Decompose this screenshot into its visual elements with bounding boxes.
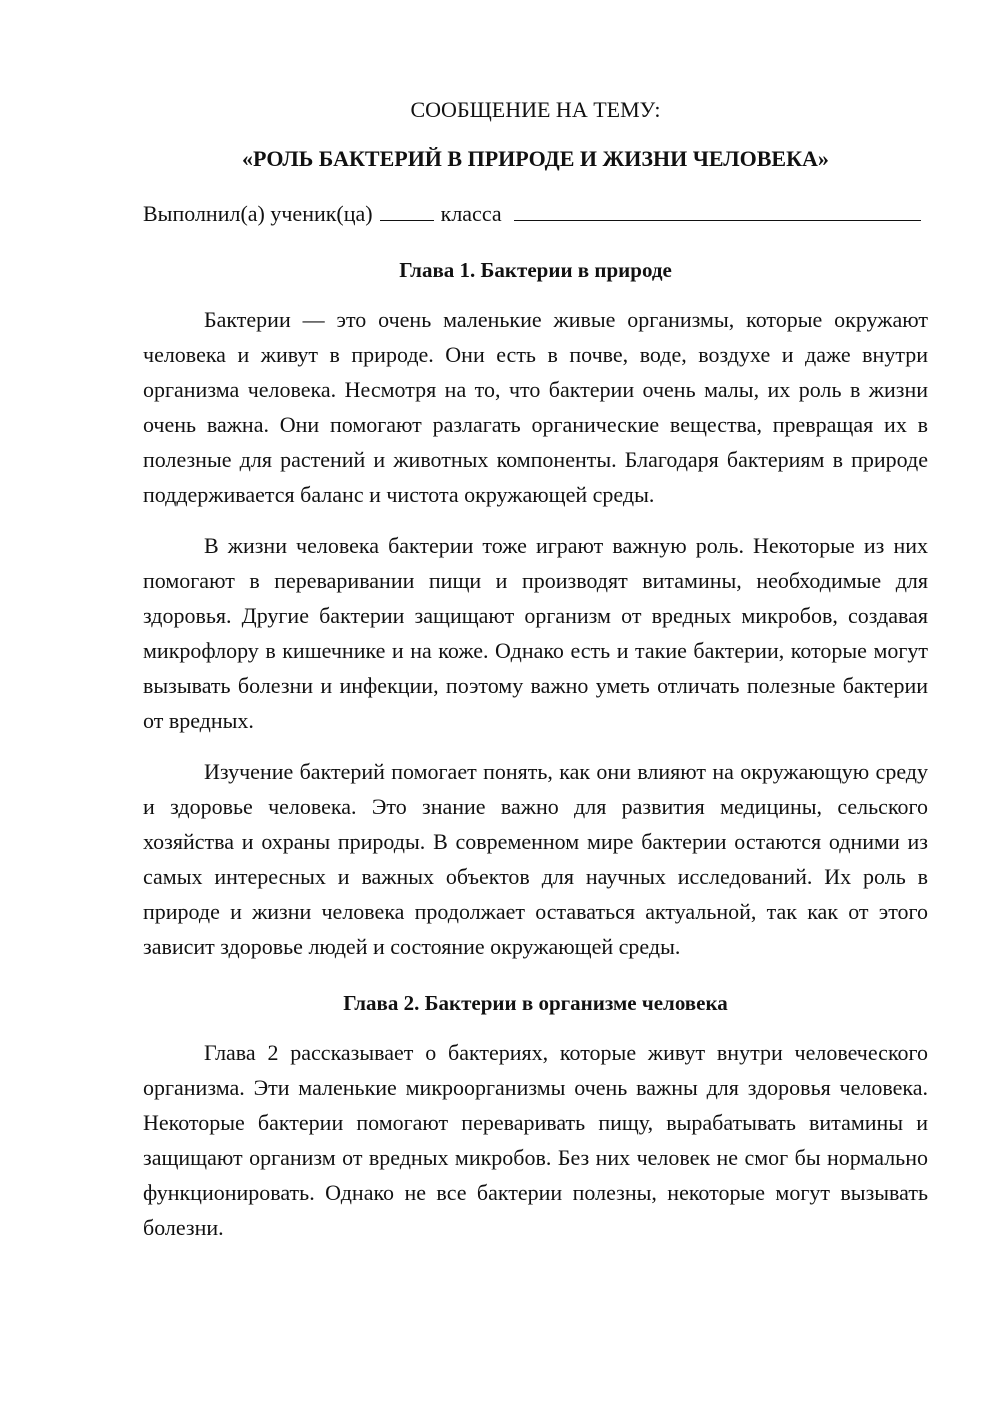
chapter1-paragraph-3: Изучение бактерий помогает понять, как они влияют на окружающую среду и здоровье человека. Это знание важно для развития медицины, сельского хозяйства и охраны природы. В современном мире бактерии остаются одними из самых интересных и важных объектов для научных исследований. Их роль в природе и жизни человека продолжает оставаться актуальной, так как от этого зависит здоровье людей и состояние окружающей среды. xyxy=(143,759,928,959)
author-line xyxy=(143,196,928,231)
chapter2-paragraph-1: Глава 2 рассказывает о бактериях, которые живут внутри человеческого организма. Эти маленькие микроорганизмы очень важны для здоровья человека. Некоторые бактерии помогают переваривать пищу, вырабатывать витамины и защищают организм от вредных микробов. Без них человек не смог бы нормально функционировать. Однако не все бактерии полезны, некоторые могут вызывать болезни. xyxy=(143,1040,928,1240)
chapter1-paragraph-1: Бактерии — это очень маленькие живые организмы, которые окружают человека и живут в природе. Они есть в почве, воде, воздухе и даже внутри организма человека. Несмотря на то, что бактерии очень малы, их роль в жизни очень важна. Они помогают разлагать органические вещества, превращая их в полезные для растений и животных компоненты. Благодаря бактериям в природе поддерживается баланс и чистота окружающей среды. xyxy=(143,307,928,507)
class-label: класса xyxy=(440,201,502,226)
chapter1-paragraph-2: В жизни человека бактерии тоже играют важную роль. Некоторые из них помогают в переваривании пищи и производят витамины, необходимые для здоровья. Другие бактерии защищают организм от вредных микробов, создавая микрофлору в кишечнике и на коже. Однако есть и такие бактерии, которые могут вызывать болезни и инфекции, поэтому важно уметь отличать полезные бактерии от вредных. xyxy=(143,533,928,733)
document-heading-line1: СООБЩЕНИЕ НА ТЕМУ: xyxy=(410,97,661,122)
author-label: Выполнил(а) ученик(ца) xyxy=(143,201,373,226)
chapter2-title: Глава 2. Бактерии в организме человека xyxy=(343,991,728,1015)
class-number-blank xyxy=(380,200,434,221)
student-name-blank xyxy=(514,200,921,221)
document-title: «РОЛЬ БАКТЕРИЙ В ПРИРОДЕ И ЖИЗНИ ЧЕЛОВЕКА» xyxy=(242,146,829,171)
document-content xyxy=(143,92,928,1245)
chapter1-title: Глава 1. Бактерии в природе xyxy=(399,258,672,282)
